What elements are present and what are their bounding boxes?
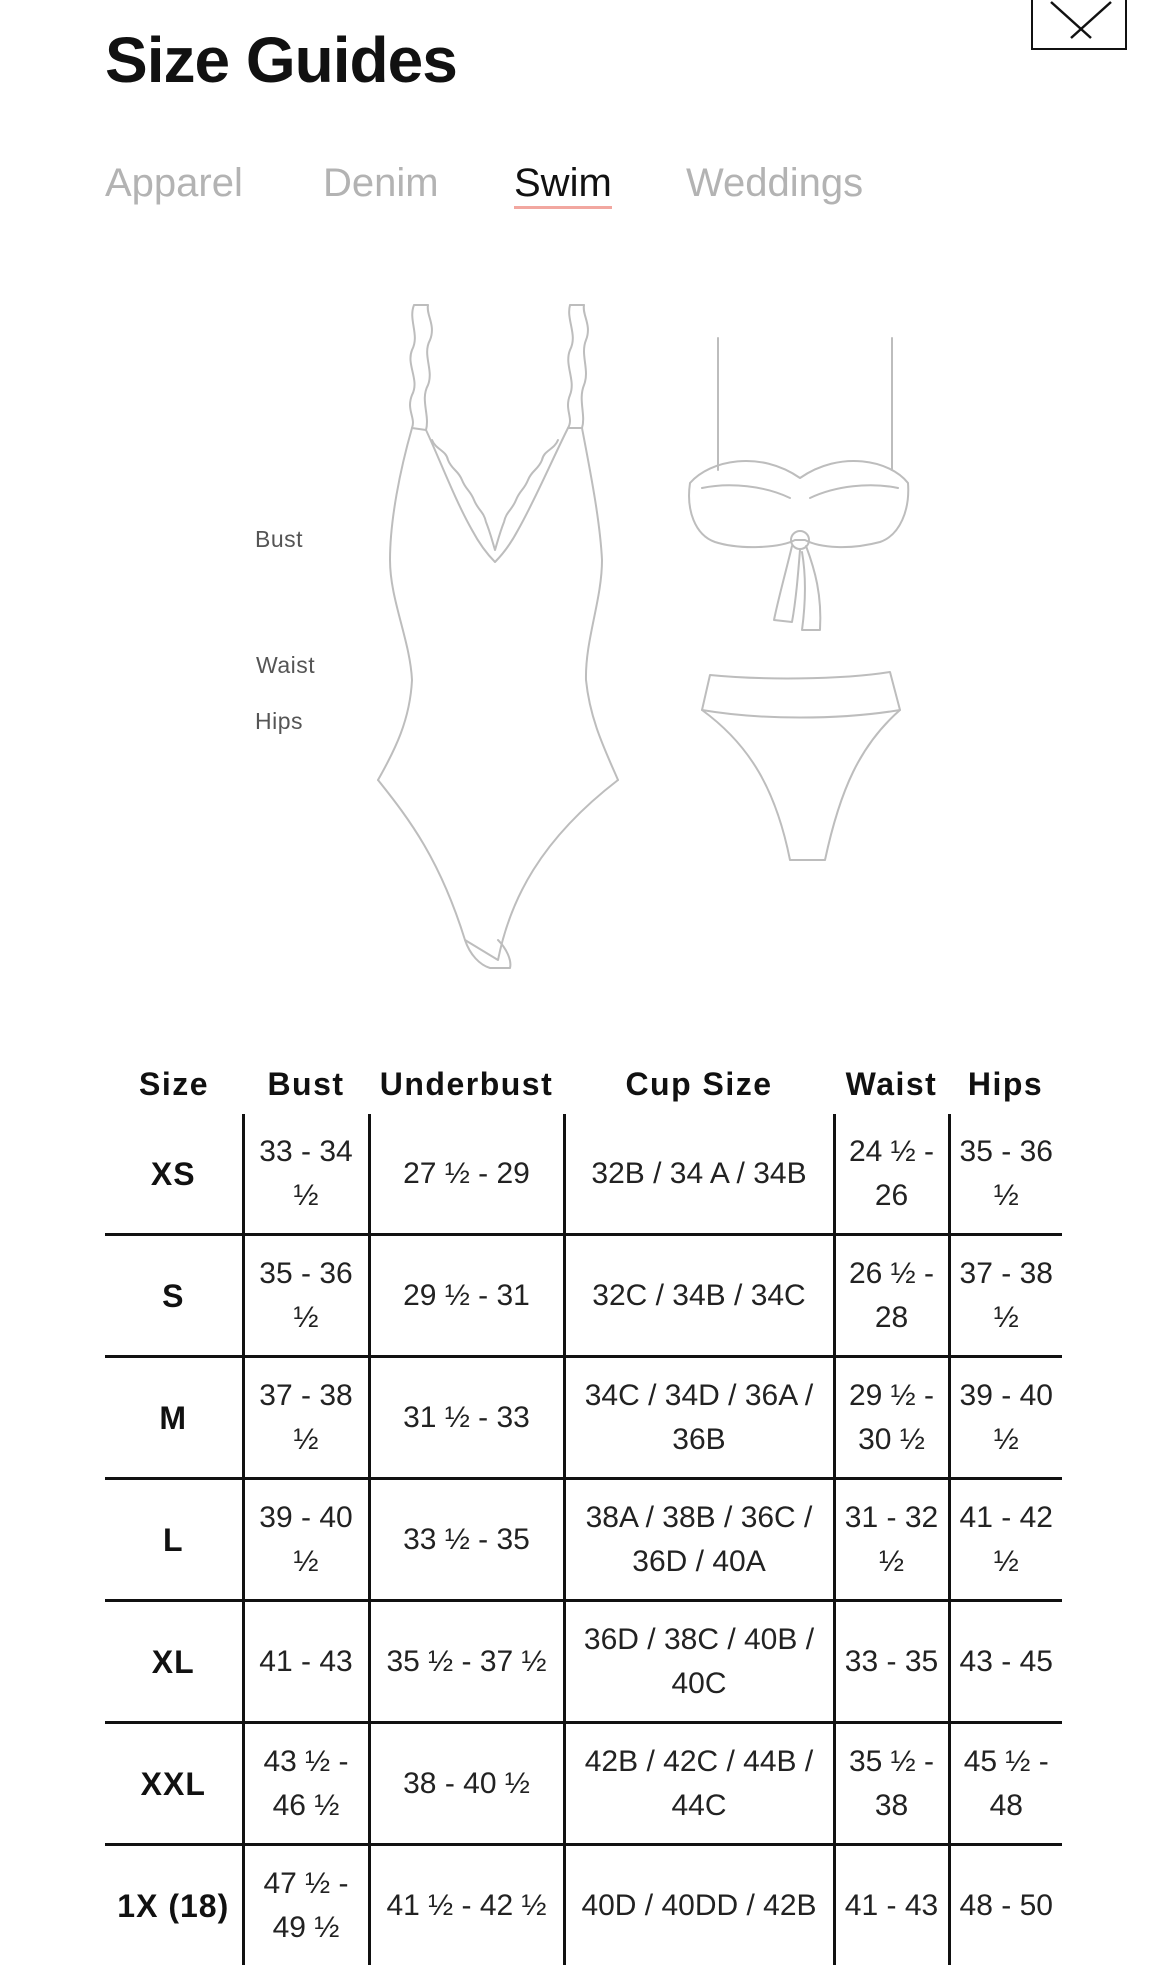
cup-size-cell: 42B / 42C / 44B / 44C [564, 1723, 834, 1845]
bust-label: Bust [255, 526, 303, 553]
waist-cell: 33 - 35 [834, 1601, 949, 1723]
hips-cell: 48 - 50 [949, 1845, 1062, 1965]
bust-cell: 43 ½ - 46 ½ [243, 1723, 369, 1845]
header-bust: Bust [243, 1054, 369, 1114]
table-row [105, 1601, 1062, 1723]
one-piece-swimsuit-drawing [378, 305, 618, 968]
waist-cell: 35 ½ - 38 [834, 1723, 949, 1845]
cup-size-cell: 34C / 34D / 36A / 36B [564, 1357, 834, 1479]
table-row [105, 1114, 1062, 1235]
cup-size-cell: 40D / 40DD / 42B [564, 1845, 834, 1965]
table-row [105, 1235, 1062, 1357]
size-cell: XXL [105, 1723, 243, 1845]
size-cell: S [105, 1235, 243, 1357]
table-row [105, 1723, 1062, 1845]
underbust-cell: 29 ½ - 31 [369, 1235, 564, 1357]
header-size: Size [105, 1054, 243, 1114]
cup-size-cell: 36D / 38C / 40B / 40C [564, 1601, 834, 1723]
hips-cell: 45 ½ - 48 [949, 1723, 1062, 1845]
bust-cell: 35 - 36 ½ [243, 1235, 369, 1357]
header-waist: Waist [834, 1054, 949, 1114]
table-header-row [105, 1054, 1062, 1114]
table-row [105, 1845, 1062, 1965]
bust-cell: 33 - 34 ½ [243, 1114, 369, 1235]
size-cell: XS [105, 1114, 243, 1235]
page-title: Size Guides [105, 22, 457, 98]
hips-label: Hips [255, 708, 303, 735]
bikini-bottom-drawing [702, 672, 900, 860]
close-x-icon [1033, 0, 1129, 52]
waist-cell: 26 ½ - 28 [834, 1235, 949, 1357]
header-underbust: Underbust [369, 1054, 564, 1114]
waist-cell: 41 - 43 [834, 1845, 949, 1965]
size-cell: M [105, 1357, 243, 1479]
waist-label: Waist [256, 652, 315, 679]
tab-denim[interactable]: Denim [323, 158, 439, 208]
bust-cell: 41 - 43 [243, 1601, 369, 1723]
size-cell: L [105, 1479, 243, 1601]
hips-cell: 35 - 36 ½ [949, 1114, 1062, 1235]
header-hips: Hips [949, 1054, 1062, 1114]
cup-size-cell: 38A / 38B / 36C / 36D / 40A [564, 1479, 834, 1601]
hips-cell: 37 - 38 ½ [949, 1235, 1062, 1357]
cup-size-cell: 32C / 34B / 34C [564, 1235, 834, 1357]
cup-size-cell: 32B / 34 A / 34B [564, 1114, 834, 1235]
underbust-cell: 41 ½ - 42 ½ [369, 1845, 564, 1965]
bust-cell: 37 - 38 ½ [243, 1357, 369, 1479]
hips-cell: 41 - 42 ½ [949, 1479, 1062, 1601]
tab-swim[interactable]: Swim [514, 158, 612, 208]
waist-cell: 24 ½ - 26 [834, 1114, 949, 1235]
bust-cell: 39 - 40 ½ [243, 1479, 369, 1601]
waist-cell: 29 ½ - 30 ½ [834, 1357, 949, 1479]
underbust-cell: 31 ½ - 33 [369, 1357, 564, 1479]
underbust-cell: 38 - 40 ½ [369, 1723, 564, 1845]
swimwear-illustration [240, 300, 980, 980]
hips-cell: 39 - 40 ½ [949, 1357, 1062, 1479]
table-row [105, 1479, 1062, 1601]
table-row [105, 1357, 1062, 1479]
size-cell: 1X (18) [105, 1845, 243, 1965]
tab-weddings[interactable]: Weddings [686, 158, 863, 208]
underbust-cell: 27 ½ - 29 [369, 1114, 564, 1235]
underbust-cell: 33 ½ - 35 [369, 1479, 564, 1601]
header-cup-size: Cup Size [564, 1054, 834, 1114]
tab-apparel[interactable]: Apparel [105, 158, 243, 208]
size-chart-table [105, 1054, 1062, 1965]
underbust-cell: 35 ½ - 37 ½ [369, 1601, 564, 1723]
size-cell: XL [105, 1601, 243, 1723]
waist-cell: 31 - 32 ½ [834, 1479, 949, 1601]
close-button[interactable] [1031, 0, 1127, 50]
bust-cell: 47 ½ - 49 ½ [243, 1845, 369, 1965]
bikini-top-drawing [689, 338, 908, 630]
hips-cell: 43 - 45 [949, 1601, 1062, 1723]
